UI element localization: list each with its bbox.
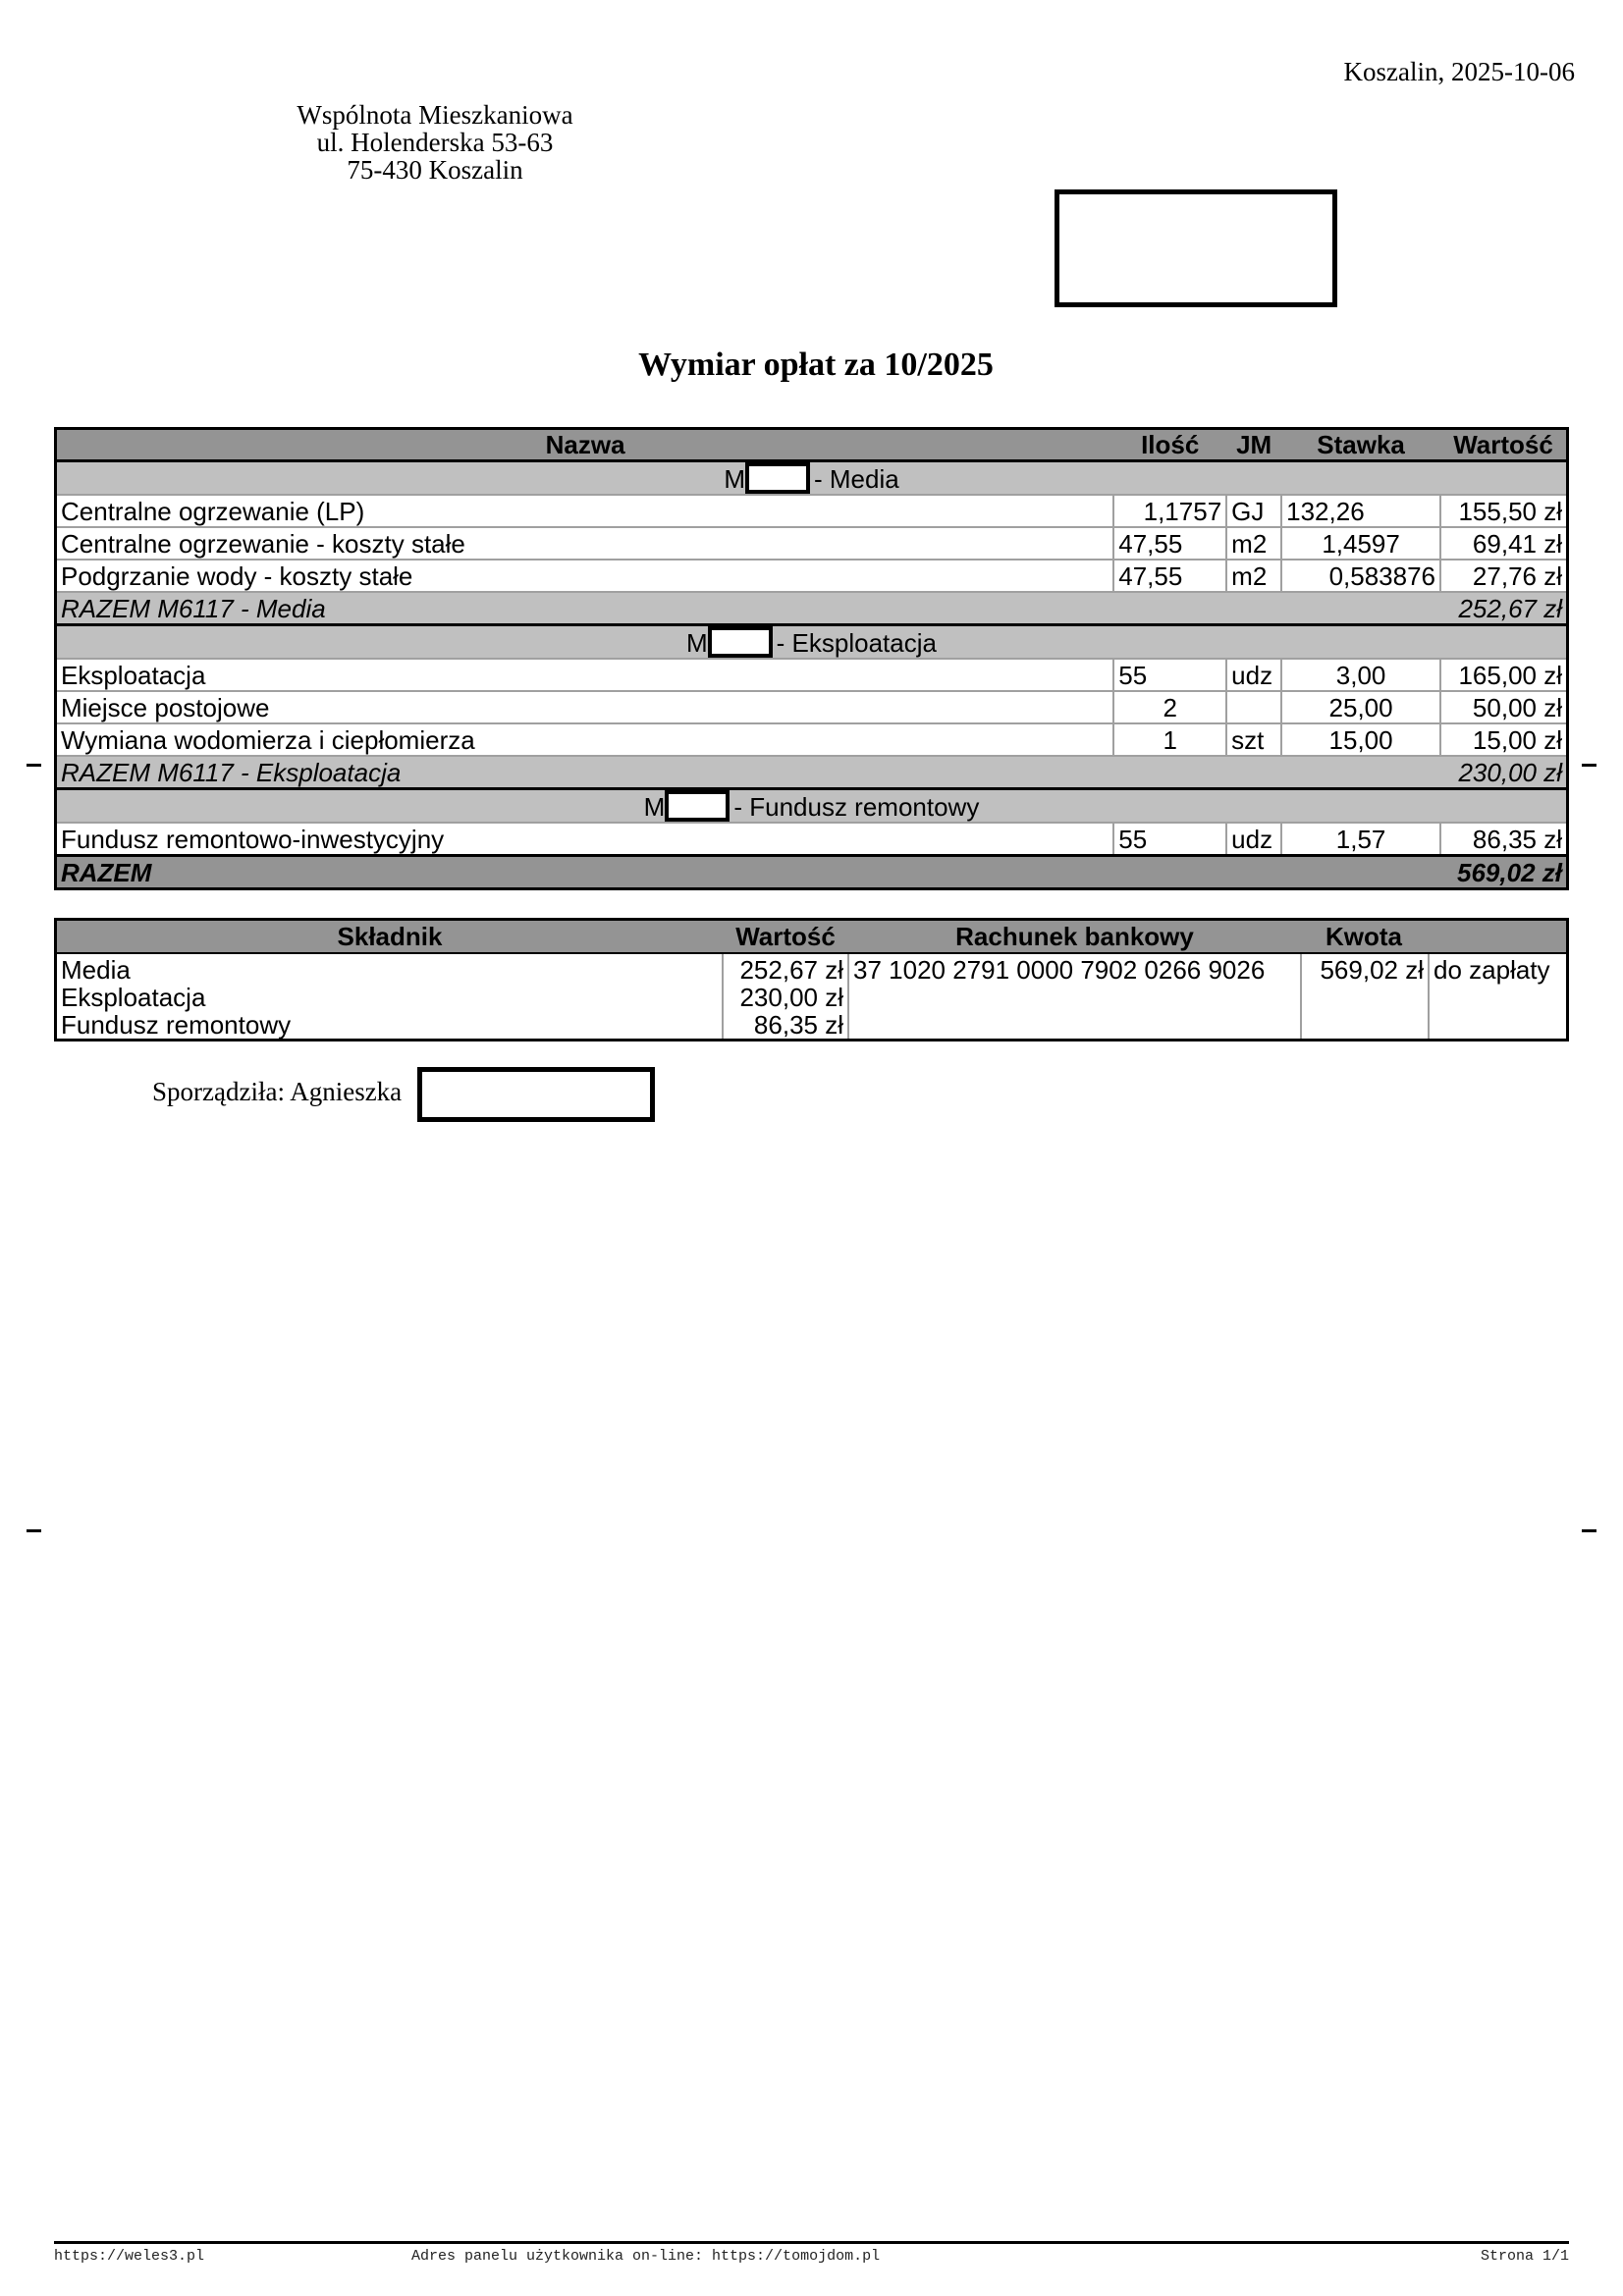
- cell-unit: m2: [1226, 560, 1281, 592]
- payment-summary-table: [54, 918, 1569, 1041]
- cell-name: Eksploatacja: [56, 659, 1114, 691]
- cell-rate: 1,57: [1281, 823, 1440, 856]
- subtotal-value: 230,00 zł: [1440, 756, 1567, 789]
- cell-rate: 25,00: [1281, 691, 1440, 723]
- cell-unit: m2: [1226, 527, 1281, 560]
- status-cell: [1429, 953, 1568, 1041]
- cell-value: 86,35 zł: [1440, 823, 1567, 856]
- cell-rate: 3,00: [1281, 659, 1440, 691]
- group-header-row: [56, 461, 1568, 496]
- cell-name: Podgrzanie wody - koszty stałe: [56, 560, 1114, 592]
- component-name: Eksploatacja: [61, 983, 206, 1012]
- footer-panel-address[interactable]: Adres panelu użytkownika on-line: https://tomojdom.pl: [411, 2248, 881, 2265]
- fold-mark-right-bottom: [1582, 1529, 1596, 1532]
- col-header-value: Wartość: [723, 920, 848, 954]
- table-row: [56, 691, 1568, 723]
- charges-header-row: [56, 429, 1568, 461]
- subtotal-row: [56, 592, 1568, 625]
- cell-quantity: 47,55: [1113, 560, 1226, 592]
- sender-name: Wspólnota Mieszkaniowa: [297, 100, 573, 130]
- table-row: [56, 527, 1568, 560]
- cell-name: Centralne ogrzewanie - koszty stałe: [56, 527, 1114, 560]
- cell-rate: 132,26: [1281, 495, 1440, 527]
- table-row: [56, 723, 1568, 756]
- sender-address: [239, 101, 631, 184]
- cell-quantity: 55: [1113, 823, 1226, 856]
- cell-name: Centralne ogrzewanie (LP): [56, 495, 1114, 527]
- place-date: Koszalin, 2025-10-06: [1343, 57, 1575, 86]
- component-value: 230,00 zł: [739, 983, 843, 1012]
- cell-rate: 1,4597: [1281, 527, 1440, 560]
- redacted-recipient-box: [1055, 189, 1337, 307]
- component-value: 252,67 zł: [739, 955, 843, 985]
- subtotal-label: RAZEM M6117 - Eksploatacja: [56, 756, 1441, 789]
- footer-website-link[interactable]: https://weles3.pl: [54, 2248, 205, 2265]
- cell-value: 15,00 zł: [1440, 723, 1567, 756]
- bank-account-number: 37 1020 2791 0000 7902 0266 9026: [853, 955, 1266, 985]
- col-header-component: Składnik: [56, 920, 724, 954]
- cell-name: Fundusz remontowo-inwestycyjny: [56, 823, 1114, 856]
- group-header-row: [56, 625, 1568, 660]
- table-row: [56, 560, 1568, 592]
- sender-street: ul. Holenderska 53-63: [316, 128, 554, 157]
- cell-quantity: 1,1757: [1113, 495, 1226, 527]
- fold-mark-left-bottom: [27, 1529, 41, 1532]
- cell-value: 165,00 zł: [1440, 659, 1567, 691]
- document-title: Wymiar opłat za 10/2025: [638, 347, 994, 383]
- total-label: RAZEM: [56, 856, 1441, 889]
- group-header: [56, 461, 1568, 496]
- col-header-quantity: Ilość: [1113, 429, 1226, 461]
- cell-value: 27,76 zł: [1440, 560, 1567, 592]
- cell-name: Wymiana wodomierza i ciepłomierza: [56, 723, 1114, 756]
- footer-divider: [54, 2241, 1569, 2244]
- component-list: [56, 953, 724, 1041]
- component-values: [723, 953, 848, 1041]
- redacted-signer-box: [417, 1067, 655, 1122]
- group-header: [56, 625, 1568, 660]
- cell-quantity: 2: [1113, 691, 1226, 723]
- redacted-unit-number: [745, 462, 810, 494]
- group-label: - Media: [813, 464, 899, 494]
- table-row: [56, 495, 1568, 527]
- subtotal-value: 252,67 zł: [1440, 592, 1567, 625]
- col-header-name: Nazwa: [56, 429, 1114, 461]
- cell-quantity: 1: [1113, 723, 1226, 756]
- cell-unit: udz: [1226, 659, 1281, 691]
- col-header-account: Rachunek bankowy: [848, 920, 1301, 954]
- summary-header-row: [56, 920, 1568, 954]
- total-value: 569,02 zł: [1440, 856, 1567, 889]
- col-header-amount: Kwota: [1301, 920, 1568, 954]
- group-label: - Fundusz remontowy: [733, 792, 980, 822]
- component-name: Fundusz remontowy: [61, 1010, 292, 1040]
- cell-unit: GJ: [1226, 495, 1281, 527]
- bank-account: [848, 953, 1301, 1041]
- fold-mark-left-top: [27, 764, 41, 767]
- table-row: [56, 823, 1568, 856]
- component-value: 86,35 zł: [753, 1010, 843, 1040]
- cell-unit: [1226, 691, 1281, 723]
- cell-rate: 15,00: [1281, 723, 1440, 756]
- fold-mark-right-top: [1582, 764, 1596, 767]
- amount-value: 569,02 zł: [1320, 955, 1424, 985]
- cell-value: 50,00 zł: [1440, 691, 1567, 723]
- cell-name: Miejsce postojowe: [56, 691, 1114, 723]
- summary-row: [56, 953, 1568, 1041]
- charges-table: [54, 427, 1569, 890]
- group-prefix: M: [686, 628, 708, 658]
- total-row: [56, 856, 1568, 889]
- sender-city: 75-430 Koszalin: [347, 155, 523, 185]
- group-header-row: [56, 789, 1568, 824]
- subtotal-label: RAZEM M6117 - Media: [56, 592, 1441, 625]
- payment-status: do zapłaty: [1434, 955, 1550, 985]
- group-header: [56, 789, 1568, 824]
- prepared-by: Sporządziła: Agnieszka: [152, 1077, 403, 1106]
- col-header-value: Wartość: [1440, 429, 1567, 461]
- cell-unit: udz: [1226, 823, 1281, 856]
- redacted-unit-number: [708, 626, 773, 658]
- footer-page-number: Strona 1/1: [1480, 2248, 1569, 2265]
- amount-cell: [1301, 953, 1429, 1041]
- group-label: - Eksploatacja: [776, 628, 937, 658]
- cell-rate: 0,583876: [1281, 560, 1440, 592]
- cell-quantity: 55: [1113, 659, 1226, 691]
- cell-unit: szt: [1226, 723, 1281, 756]
- group-prefix: M: [643, 792, 666, 822]
- cell-value: 69,41 zł: [1440, 527, 1567, 560]
- subtotal-row: [56, 756, 1568, 789]
- component-name: Media: [61, 955, 131, 985]
- group-prefix: M: [724, 464, 745, 494]
- col-header-unit: JM: [1226, 429, 1281, 461]
- col-header-rate: Stawka: [1281, 429, 1440, 461]
- table-row: [56, 659, 1568, 691]
- cell-quantity: 47,55: [1113, 527, 1226, 560]
- redacted-unit-number: [665, 790, 730, 822]
- cell-value: 155,50 zł: [1440, 495, 1567, 527]
